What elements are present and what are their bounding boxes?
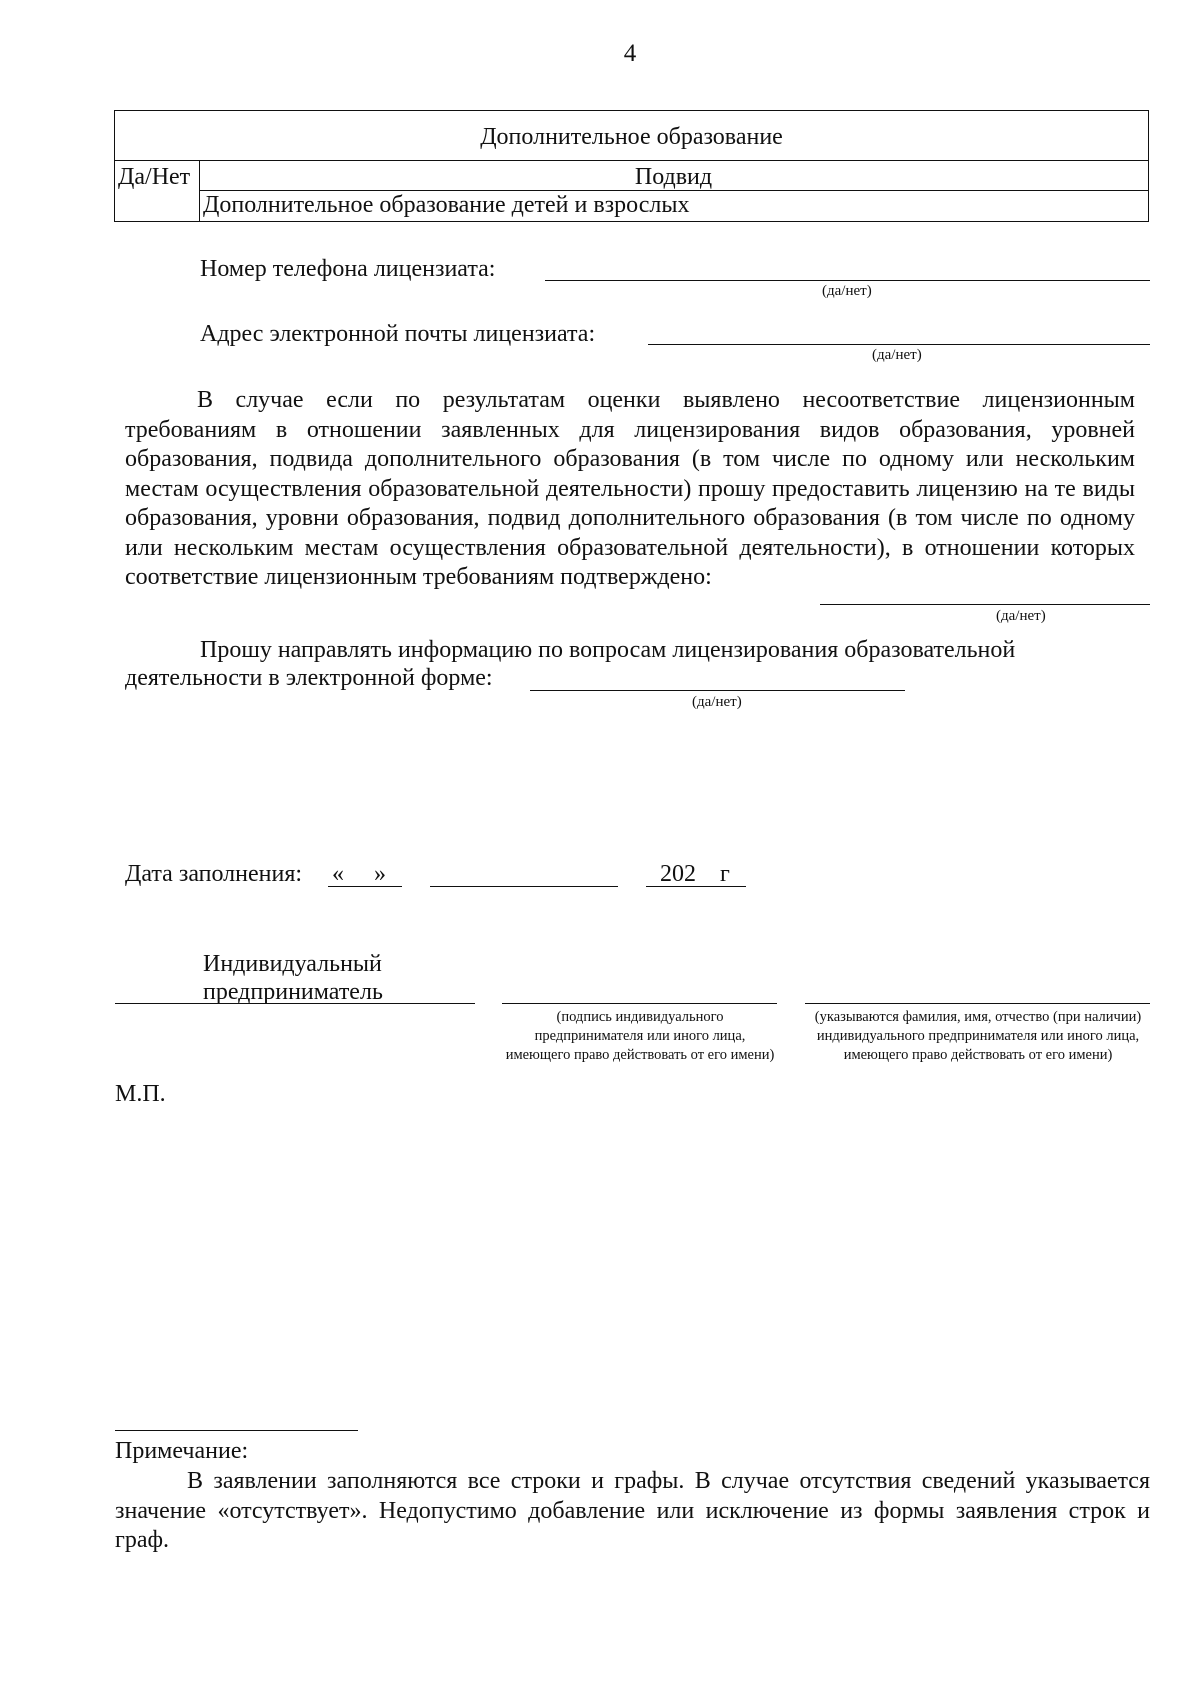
date-quotes: « » bbox=[332, 861, 386, 887]
note-paragraph bbox=[115, 1467, 1150, 1556]
stamp-label: М.П. bbox=[115, 1081, 166, 1107]
paragraph-hint: (да/нет) bbox=[996, 608, 1046, 624]
electronic-hint: (да/нет) bbox=[692, 694, 742, 710]
subtype-value: Дополнительное образование детей и взрослых bbox=[203, 192, 690, 218]
paragraph-field-line[interactable] bbox=[820, 604, 1150, 605]
entity-line1: Индивидуальный bbox=[203, 951, 382, 977]
phone-hint: (да/нет) bbox=[822, 283, 872, 299]
column-yes-no: Да/Нет bbox=[118, 164, 191, 190]
column-subtype: Подвид bbox=[634, 164, 713, 190]
paragraph-text: В случае если по результатам оценки выявлено несоответствие лицензионным требованиям в отношении заявленных для лицензирования видов образования, уровней образования, подвида дополнительного образования (в том числе по одному или нескольким местам осуществления образовательной деятельности) прошу предоставить лицензию на те виды образования, уровни образования, подвид дополнительного образования (в том числе по одному или нескольким местам осуществления образовательной деятельности), в отношении которых соответствие лицензионным требованиям подтверждено: bbox=[125, 387, 1135, 590]
email-hint: (да/нет) bbox=[872, 347, 922, 363]
table-header-row bbox=[115, 111, 1148, 161]
electronic-field-line[interactable] bbox=[530, 690, 905, 691]
full-name-hint: (указываются фамилия, имя, отчество (при наличии) индивидуального предпринимателя или иного лица, имеющего право действовать от его имени) bbox=[814, 1009, 1142, 1063]
date-year-line[interactable] bbox=[646, 886, 746, 887]
signature-line[interactable] bbox=[502, 1003, 777, 1004]
phone-label: Номер телефона лицензиата: bbox=[200, 256, 496, 282]
full-name-line[interactable] bbox=[805, 1003, 1150, 1004]
page-number: 4 bbox=[623, 40, 637, 67]
date-day-line[interactable] bbox=[328, 886, 402, 887]
entity-line2: предприниматель bbox=[203, 979, 383, 1005]
electronic-line1: Прошу направлять информацию по вопросам лицензирования образовательной bbox=[200, 637, 1016, 663]
table-header: Дополнительное образование bbox=[480, 124, 783, 150]
footnote-separator bbox=[115, 1430, 358, 1431]
date-year: 202 г bbox=[660, 861, 730, 887]
license-request-paragraph bbox=[125, 386, 1135, 593]
entity-line bbox=[115, 1003, 475, 1004]
note-text: В заявлении заполняются все строки и графы. В случае отсутствия сведений указывается значение «отсутствует». Недопустимо добавление или исключение из формы заявления строк и граф. bbox=[115, 1468, 1150, 1553]
date-label: Дата заполнения: bbox=[125, 861, 303, 887]
email-field-line[interactable] bbox=[648, 344, 1150, 345]
date-month-line[interactable] bbox=[430, 886, 618, 887]
email-label: Адрес электронной почты лицензиата: bbox=[200, 321, 596, 347]
education-table bbox=[114, 110, 1149, 222]
note-title: Примечание: bbox=[115, 1438, 249, 1464]
phone-field-line[interactable] bbox=[545, 280, 1150, 281]
electronic-line2: деятельности в электронной форме: bbox=[125, 665, 493, 691]
signature-hint: (подпись индивидуального предпринимателя или иного лица, имеющего право действовать от его имени) bbox=[505, 1009, 775, 1063]
